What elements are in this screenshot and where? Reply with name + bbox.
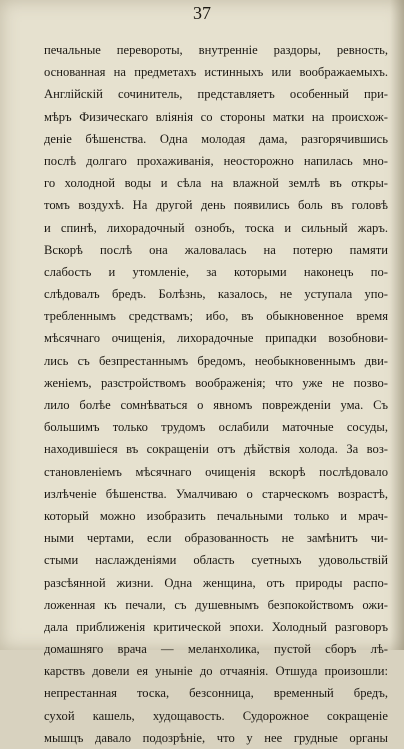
text-line: женіемъ, разстройствомъ воображенія; что уже не позво- [44,375,388,390]
text-line: карствъ довели ея уныніе до отчаянія. Отшуда произошли: [44,664,388,679]
text-line: лило болѣе сомнѣваться о явномъ поврежденіи ума. Съ [44,398,388,412]
text-line: мѣсячнаго очищенія, лихорадочные припадки возобнови- [44,331,388,346]
text-line: большимъ только трудомъ ослабили маточные сосуды, [44,420,388,435]
text-line: домашняго врача — меланхолика, пустой сборъ лѣ- [44,642,388,657]
text-line: разсѣянной жизни. Одна женщина, отъ природы распо- [44,575,388,590]
text-line: печальные перевороты, внутренніе раздоры, ревность, [44,43,388,57]
text-line: который можно изобразить печальными только и мрач- [44,508,388,523]
body-text [44,39,388,749]
page-number: 37 [193,3,211,23]
text-line: находившіеся въ сокращеніи отъ дѣйствія холода. За воз- [44,442,388,457]
text-line: слѣдовалъ бредъ. Болѣзнь, казалось, не уступала упо- [44,287,388,302]
text-line: ными чертами, если образованность не замѣнитъ чи- [44,531,388,546]
text-line: Вскорѣ послѣ она жаловалась на потерю памяти [44,242,388,257]
text-line: основанная на предметахъ истинныхъ или воображаемыхъ. [44,65,388,80]
page-spine-shadow [390,0,404,650]
text-line: Англійскій сочинитель, представляетъ особенный при- [44,87,388,102]
text-line: го холодной воды и сѣла на влажной землѣ въ откры- [44,176,388,191]
text-line: непрестанная тоска, безсонница, временный бредъ, [44,686,388,701]
text-line: дала приближенія критической эпохи. Холодный разговоръ [44,619,388,634]
text-line: деніе бѣшенства. Одна молодая дама, разгорячившись [44,131,388,146]
text-line: становленіемъ мѣсячнаго очищенія вскорѣ послѣдовало [44,464,388,479]
text-line: мѣръ Физическаго вліянія со стороны матки на происхож- [44,109,388,124]
text-line: слабость и утомленіе, за которыми наконецъ по- [44,264,388,279]
text-line: излѣченіе бѣшенства. Умалчиваю о старческомъ возрастѣ, [44,486,388,501]
text-line: лись съ безпрестаннымъ бредомъ, необыкновеннымъ дви- [44,353,388,368]
text-line: сухой кашель, худощавость. Судорожное сокращеніе [44,708,388,723]
text-line: ложенная къ печали, съ душевнымъ безпокойствомъ ожи- [44,597,388,612]
text-line: послѣ долгаго прохаживанія, неосторожно напилась мно- [44,153,388,168]
text-line: и спинѣ, лихорадочный ознобъ, тоска и сильный жаръ. [44,220,388,235]
text-line: требленнымъ средствамъ; ибо, въ обыкновенное время [44,309,388,324]
text-line: стыми наслажденіями область суетныхъ удовольствій [44,553,388,568]
text-line: томъ воздухѣ. На другой день появились боль въ головѣ [44,198,388,213]
text-line: мышцъ давало подозрѣніе, что у нее грудные органы [44,730,388,745]
